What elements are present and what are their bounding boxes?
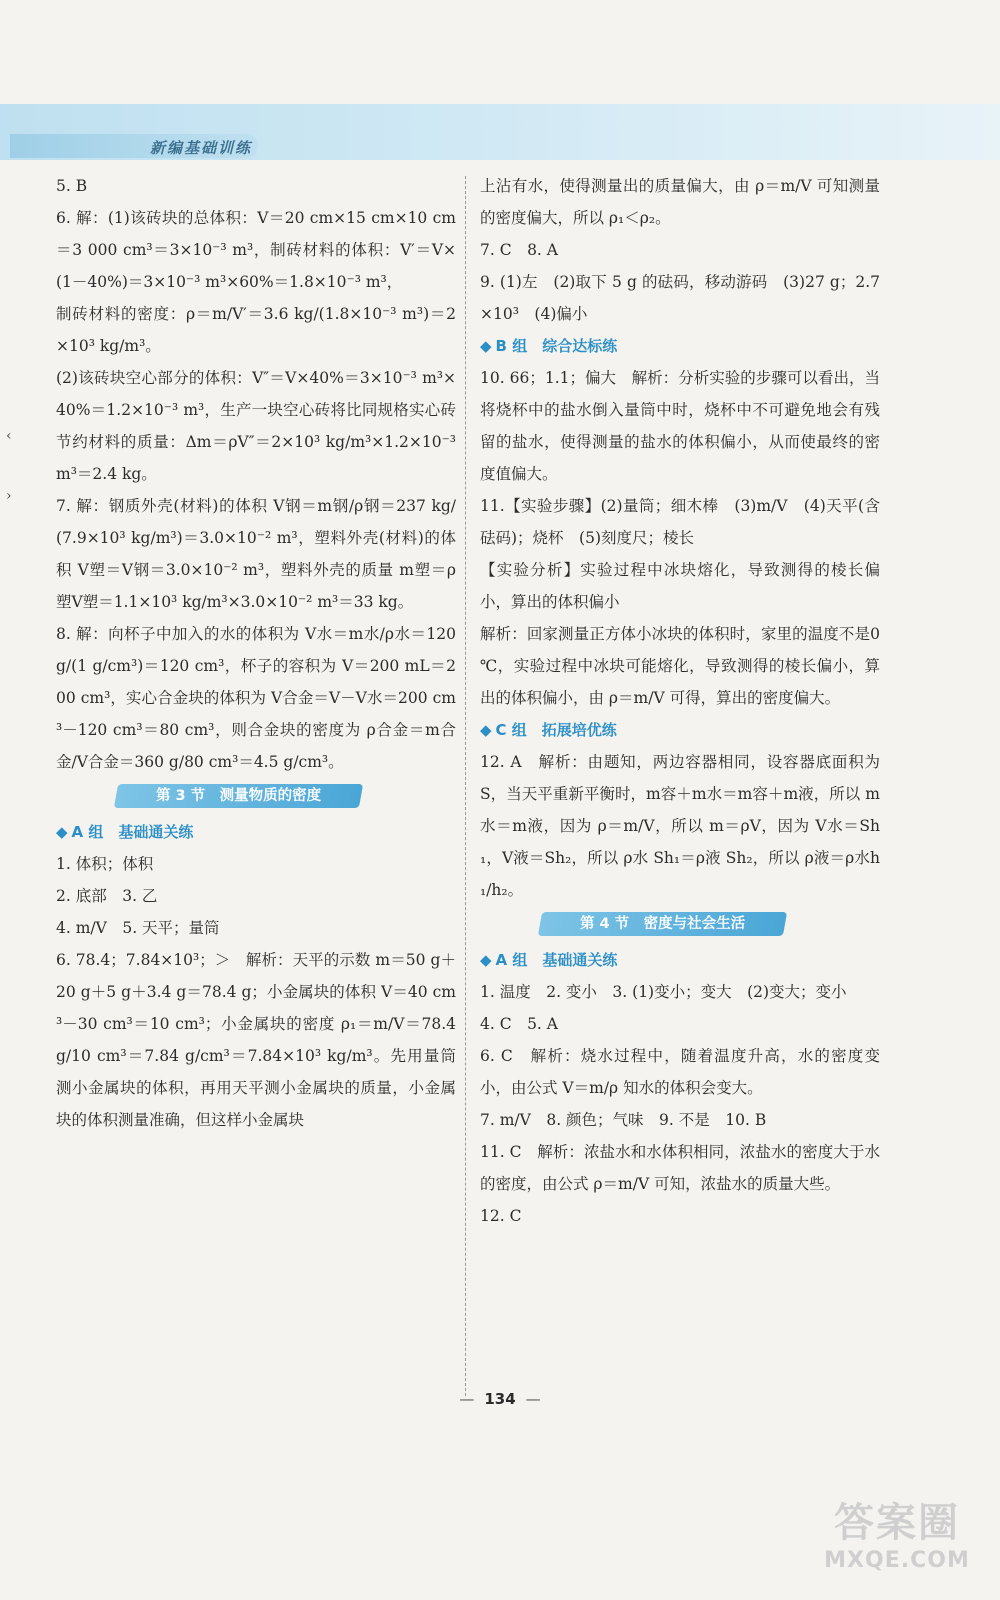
answer-item: 1. 温度 2. 变小 3. (1)变小；变大 (2)变大；变小 [480, 983, 847, 1001]
answer-item: 12. C [480, 1207, 522, 1225]
page-number: — 134 — [0, 1390, 1000, 1408]
answer-item: 上沾有水，使得测量出的质量偏大，由 ρ＝m/V 可知测量的密度偏大，所以 ρ₁＜ρ₂。 [480, 177, 880, 227]
answer-item: 4. C 5. A [480, 1015, 558, 1033]
group-heading [480, 714, 880, 746]
group-heading [56, 816, 456, 848]
group-heading [480, 330, 880, 362]
answer-item: 【实验分析】实验过程中冰块熔化，导致测得的棱长偏小，算出的体积偏小 [480, 561, 880, 611]
answer-item: 4. m/V 5. 天平；量筒 [56, 919, 220, 937]
watermark-url: MXQE.COM [824, 1548, 970, 1573]
answer-item: 12. A 解析：由题知，两边容器相同，设容器底面积为 S，当天平重新平衡时，m容＋m水＝m容＋m液，所以 m水＝m液，因为 ρ＝m/V，所以 m＝ρV，因为 V水＝Sh₁，V液＝Sh₂，所以 ρ水 Sh₁＝ρ液 Sh₂，所以 ρ液＝ρ水h₁/h₂。 [480, 753, 880, 899]
answer-item: 7. 解：钢质外壳(材料)的体积 V钢＝m钢/ρ钢＝237 kg/(7.9×10³ kg/m³)＝3.0×10⁻² m³，塑料外壳(材料)的体积 V塑＝V钢＝3.0×10⁻² m³，塑料外壳的质量 m塑＝ρ塑V塑＝1.1×10³ kg/m³×3.0×10⁻² m³＝33 kg。 [56, 497, 456, 611]
column-divider [465, 176, 466, 1396]
book-title: 新编基础训练 [150, 139, 253, 157]
group-heading [480, 944, 880, 976]
answer-item: 6. 78.4；7.84×10³；＞ 解析：天平的示数 m＝50 g＋20 g＋5 g＋3.4 g＝78.4 g；小金属块的体积 V＝40 cm³－30 cm³＝10 cm³；小金属块的密度 ρ₁＝m/V＝78.4 g/10 cm³＝7.84 g/cm³＝7.84×10³ kg/m³。先用量筒测小金属块的体积，再用天平测小金属块的质量，小金属块的体积测量准确，但这样小金属块 [56, 951, 456, 1129]
diamond-icon: ◆ [480, 721, 492, 739]
section-heading [538, 912, 787, 936]
diamond-icon: ◆ [480, 951, 492, 969]
answer-item: 6. C 解析：烧水过程中，随着温度升高，水的密度变小，由公式 V＝m/ρ 知水的体积会变大。 [480, 1047, 880, 1097]
answer-item: 1. 体积；体积 [56, 855, 154, 873]
answer-item: 解析：回家测量正方体小冰块的体积时，家里的温度不是0 ℃，实验过程中冰块可能熔化，导致测得的棱长偏小，算出的体积偏小，由 ρ＝m/V 可得，算出的密度偏大。 [480, 625, 880, 707]
diamond-icon: ◆ [56, 823, 68, 841]
watermark [812, 1500, 982, 1588]
group-heading-text: C 组 拓展培优练 [495, 721, 617, 739]
watermark-logo-text: 答案圈 [834, 1500, 960, 1546]
answer-item: 6. 解：(1)该砖块的总体积：V＝20 cm×15 cm×10 cm＝3 000 cm³＝3×10⁻³ m³，制砖材料的体积：V′＝V×(1－40%)＝3×10⁻³ m³×60%＝1.8×10⁻³ m³， [56, 209, 456, 291]
answer-item: 制砖材料的密度：ρ＝m/V′＝3.6 kg/(1.8×10⁻³ m³)＝2×10³ kg/m³。 [56, 305, 456, 355]
group-heading-text: A 组 基础通关练 [495, 951, 618, 969]
section-heading-text: 第 3 节 测量物质的密度 [155, 788, 322, 804]
answer-item: 11.【实验步骤】(2)量筒；细木棒 (3)m/V (4)天平(含砝码)；烧杯 (5)刻度尺；棱长 [480, 497, 880, 547]
answer-item: (2)该砖块空心部分的体积：V″＝V×40%＝3×10⁻³ m³×40%＝1.2×10⁻³ m³，生产一块空心砖将比同规格实心砖节约材料的质量：Δm＝ρV″＝2×10³ kg/m³×1.2×10⁻³ m³＝2.4 kg。 [56, 369, 456, 483]
answer-item: 8. 解：向杯子中加入的水的体积为 V水＝m水/ρ水＝120 g/(1 g/cm³)＝120 cm³，杯子的容积为 V＝200 mL＝200 cm³，实心合金块的体积为 V合金＝V－V水＝200 cm³－120 cm³＝80 cm³，则合金块的密度为 ρ合金＝m合金/V合金＝360 g/80 cm³＝4.5 g/cm³。 [56, 625, 456, 771]
group-heading-text: A 组 基础通关练 [71, 823, 194, 841]
margin-mark: › [6, 488, 12, 504]
answer-item: 7. m/V 8. 颜色；气味 9. 不是 10. B [480, 1111, 767, 1129]
answer-item: 7. C 8. A [480, 241, 558, 259]
answer-item: 9. (1)左 (2)取下 5 g 的砝码，移动游码 (3)27 g；2.7×10³ (4)偏小 [480, 273, 880, 323]
diamond-icon: ◆ [480, 337, 492, 355]
section-heading-text: 第 4 节 密度与社会生活 [579, 916, 746, 932]
left-column [56, 170, 456, 1136]
answer-item: 11. C 解析：浓盐水和水体积相同，浓盐水的密度大于水的密度，由公式 ρ＝m/V 可知，浓盐水的质量大些。 [480, 1143, 880, 1193]
answer-item: 10. 66；1.1；偏大 解析：分析实验的步骤可以看出，当将烧杯中的盐水倒入量筒中时，烧杯中不可避免地会有残留的盐水，使得测量的盐水的体积偏小，从而使最终的密度值偏大。 [480, 369, 880, 483]
answer-item: 2. 底部 3. 乙 [56, 887, 158, 905]
margin-mark: ‹ [6, 428, 12, 444]
section-heading [114, 784, 363, 808]
group-heading-text: B 组 综合达标练 [495, 337, 618, 355]
right-column [480, 170, 880, 1232]
answer-item: 5. B [56, 177, 88, 195]
